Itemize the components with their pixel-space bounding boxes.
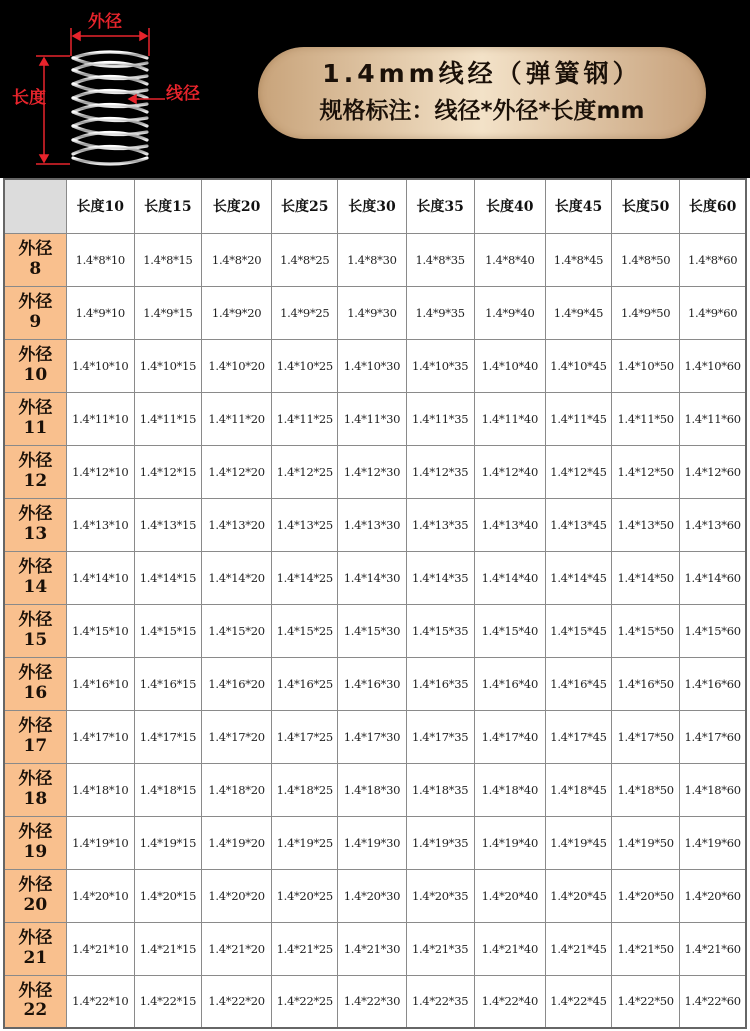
spec-cell: 1.4*22*15 (134, 975, 201, 1028)
spec-cell: 1.4*8*20 (202, 233, 272, 286)
spec-cell: 1.4*19*15 (134, 816, 201, 869)
table-row (4, 604, 746, 657)
spec-cell: 1.4*16*45 (545, 657, 611, 710)
spec-cell: 1.4*8*45 (545, 233, 611, 286)
spec-cell: 1.4*16*35 (406, 657, 474, 710)
spec-cell: 1.4*17*50 (612, 710, 680, 763)
spec-cell: 1.4*21*35 (406, 922, 474, 975)
table-header-row (4, 179, 746, 233)
row-header (4, 286, 66, 339)
spec-cell: 1.4*17*10 (66, 710, 134, 763)
table-row (4, 498, 746, 551)
spec-cell: 1.4*8*50 (612, 233, 680, 286)
table-row (4, 339, 746, 392)
spec-cell: 1.4*21*30 (338, 922, 406, 975)
spec-cell: 1.4*10*45 (545, 339, 611, 392)
spec-cell: 1.4*8*35 (406, 233, 474, 286)
column-header: 长度30 (338, 179, 406, 233)
spec-cell: 1.4*21*60 (680, 922, 746, 975)
table-row (4, 710, 746, 763)
spec-cell: 1.4*17*20 (202, 710, 272, 763)
length-label: 长度 (12, 88, 46, 108)
spec-cell: 1.4*15*40 (474, 604, 545, 657)
spec-cell: 1.4*12*20 (202, 445, 272, 498)
outer-diameter-label: 外径 (88, 12, 122, 32)
spec-cell: 1.4*17*60 (680, 710, 746, 763)
spec-cell: 1.4*22*60 (680, 975, 746, 1028)
spec-cell: 1.4*13*15 (134, 498, 201, 551)
spec-cell: 1.4*15*50 (612, 604, 680, 657)
spec-cell: 1.4*9*30 (338, 286, 406, 339)
spec-cell: 1.4*13*40 (474, 498, 545, 551)
column-header: 长度50 (612, 179, 680, 233)
spec-cell: 1.4*9*15 (134, 286, 201, 339)
row-header-value: 10 (23, 364, 48, 385)
spec-cell: 1.4*17*40 (474, 710, 545, 763)
spec-cell: 1.4*14*35 (406, 551, 474, 604)
spec-cell: 1.4*12*50 (612, 445, 680, 498)
wire-diameter-label: 线径 (166, 84, 200, 104)
row-header-label: 外径 (18, 556, 53, 577)
spec-cell: 1.4*22*50 (612, 975, 680, 1028)
spec-cell: 1.4*11*45 (545, 392, 611, 445)
row-header-label: 外径 (18, 291, 53, 312)
spec-cell: 1.4*18*35 (406, 763, 474, 816)
spec-cell: 1.4*15*30 (338, 604, 406, 657)
spring-coils (73, 52, 147, 164)
row-header-value: 8 (29, 258, 42, 279)
spec-cell: 1.4*8*60 (680, 233, 746, 286)
spec-cell: 1.4*10*60 (680, 339, 746, 392)
spec-cell: 1.4*14*60 (680, 551, 746, 604)
spec-cell: 1.4*9*35 (406, 286, 474, 339)
spec-cell: 1.4*16*50 (612, 657, 680, 710)
row-header (4, 233, 66, 286)
spec-cell: 1.4*10*50 (612, 339, 680, 392)
spec-cell: 1.4*15*10 (66, 604, 134, 657)
spec-cell: 1.4*19*35 (406, 816, 474, 869)
spec-cell: 1.4*20*10 (66, 869, 134, 922)
spec-cell: 1.4*17*30 (338, 710, 406, 763)
column-header: 长度45 (545, 179, 611, 233)
row-header (4, 816, 66, 869)
spec-cell: 1.4*11*30 (338, 392, 406, 445)
spec-cell: 1.4*22*40 (474, 975, 545, 1028)
spec-cell: 1.4*10*10 (66, 339, 134, 392)
spec-cell: 1.4*14*30 (338, 551, 406, 604)
spec-cell: 1.4*18*40 (474, 763, 545, 816)
spec-cell: 1.4*9*45 (545, 286, 611, 339)
spec-cell: 1.4*8*25 (272, 233, 338, 286)
spec-cell: 1.4*8*15 (134, 233, 201, 286)
row-header-label: 外径 (18, 768, 53, 789)
spec-cell: 1.4*13*50 (612, 498, 680, 551)
spec-table (3, 178, 747, 1029)
row-header (4, 710, 66, 763)
spec-cell: 1.4*20*25 (272, 869, 338, 922)
row-header (4, 657, 66, 710)
spec-cell: 1.4*21*45 (545, 922, 611, 975)
spec-cell: 1.4*21*25 (272, 922, 338, 975)
spec-cell: 1.4*19*45 (545, 816, 611, 869)
row-header-value: 18 (23, 788, 48, 809)
spec-cell: 1.4*16*15 (134, 657, 201, 710)
spec-cell: 1.4*11*10 (66, 392, 134, 445)
row-header-label: 外径 (18, 503, 53, 524)
spec-cell: 1.4*20*45 (545, 869, 611, 922)
spec-cell: 1.4*19*25 (272, 816, 338, 869)
spec-table-body (4, 233, 746, 1028)
row-header-label: 外径 (18, 715, 53, 736)
table-row (4, 869, 746, 922)
spec-cell: 1.4*18*25 (272, 763, 338, 816)
table-row (4, 286, 746, 339)
spec-cell: 1.4*14*25 (272, 551, 338, 604)
spec-cell: 1.4*16*30 (338, 657, 406, 710)
spec-cell: 1.4*17*45 (545, 710, 611, 763)
spec-cell: 1.4*18*45 (545, 763, 611, 816)
spec-cell: 1.4*22*45 (545, 975, 611, 1028)
row-header (4, 392, 66, 445)
spec-cell: 1.4*11*60 (680, 392, 746, 445)
table-row (4, 922, 746, 975)
column-header: 长度35 (406, 179, 474, 233)
spec-cell: 1.4*19*60 (680, 816, 746, 869)
spec-cell: 1.4*10*40 (474, 339, 545, 392)
row-header-label: 外径 (18, 450, 53, 471)
row-header-value: 19 (23, 841, 48, 862)
spec-cell: 1.4*16*60 (680, 657, 746, 710)
spec-cell: 1.4*22*25 (272, 975, 338, 1028)
row-header (4, 975, 66, 1028)
row-header-value: 15 (23, 629, 48, 650)
row-header-value: 16 (23, 682, 48, 703)
spec-cell: 1.4*15*20 (202, 604, 272, 657)
page-subtitle: 规格标注：线径*外径*长度mm (319, 98, 645, 124)
spec-cell: 1.4*15*60 (680, 604, 746, 657)
spec-cell: 1.4*10*35 (406, 339, 474, 392)
column-header: 长度10 (66, 179, 134, 233)
spec-cell: 1.4*13*10 (66, 498, 134, 551)
row-header-value: 14 (23, 576, 48, 597)
spec-cell: 1.4*16*20 (202, 657, 272, 710)
spec-cell: 1.4*18*15 (134, 763, 201, 816)
table-row (4, 445, 746, 498)
spec-cell: 1.4*19*30 (338, 816, 406, 869)
table-row (4, 763, 746, 816)
spec-cell: 1.4*16*10 (66, 657, 134, 710)
spec-cell: 1.4*15*25 (272, 604, 338, 657)
spec-cell: 1.4*13*45 (545, 498, 611, 551)
row-header-label: 外径 (18, 238, 53, 259)
spec-cell: 1.4*22*30 (338, 975, 406, 1028)
table-row (4, 816, 746, 869)
spec-cell: 1.4*19*50 (612, 816, 680, 869)
spec-cell: 1.4*11*25 (272, 392, 338, 445)
row-header-value: 20 (23, 894, 48, 915)
title-badge (258, 47, 706, 139)
spec-cell: 1.4*12*30 (338, 445, 406, 498)
spec-cell: 1.4*18*60 (680, 763, 746, 816)
spec-cell: 1.4*20*30 (338, 869, 406, 922)
spec-cell: 1.4*12*45 (545, 445, 611, 498)
row-header-label: 外径 (18, 344, 53, 365)
spec-cell: 1.4*18*50 (612, 763, 680, 816)
spec-cell: 1.4*21*40 (474, 922, 545, 975)
spec-cell: 1.4*14*20 (202, 551, 272, 604)
row-header (4, 922, 66, 975)
spec-cell: 1.4*14*50 (612, 551, 680, 604)
row-header (4, 498, 66, 551)
spec-cell: 1.4*21*50 (612, 922, 680, 975)
spec-cell: 1.4*20*40 (474, 869, 545, 922)
spec-cell: 1.4*12*35 (406, 445, 474, 498)
spec-cell: 1.4*8*10 (66, 233, 134, 286)
spec-cell: 1.4*9*50 (612, 286, 680, 339)
spec-cell: 1.4*13*25 (272, 498, 338, 551)
row-header-label: 外径 (18, 821, 53, 842)
spec-cell: 1.4*18*10 (66, 763, 134, 816)
row-header (4, 551, 66, 604)
spec-cell: 1.4*12*40 (474, 445, 545, 498)
spec-cell: 1.4*22*35 (406, 975, 474, 1028)
spec-cell: 1.4*11*20 (202, 392, 272, 445)
spec-cell: 1.4*19*10 (66, 816, 134, 869)
spec-cell: 1.4*12*60 (680, 445, 746, 498)
spec-cell: 1.4*18*20 (202, 763, 272, 816)
spec-cell: 1.4*21*20 (202, 922, 272, 975)
spec-cell: 1.4*16*40 (474, 657, 545, 710)
column-header: 长度25 (272, 179, 338, 233)
spec-cell: 1.4*13*35 (406, 498, 474, 551)
table-row (4, 233, 746, 286)
row-header-label: 外径 (18, 397, 53, 418)
spec-cell: 1.4*11*15 (134, 392, 201, 445)
row-header-value: 12 (23, 470, 48, 491)
spec-cell: 1.4*16*25 (272, 657, 338, 710)
table-row (4, 975, 746, 1028)
row-header (4, 869, 66, 922)
table-row (4, 392, 746, 445)
spec-cell: 1.4*19*40 (474, 816, 545, 869)
row-header-label: 外径 (18, 927, 53, 948)
row-header-value: 11 (23, 417, 48, 438)
spec-cell: 1.4*20*35 (406, 869, 474, 922)
spec-cell: 1.4*8*30 (338, 233, 406, 286)
spec-cell: 1.4*22*10 (66, 975, 134, 1028)
spec-cell: 1.4*13*20 (202, 498, 272, 551)
spec-cell: 1.4*17*15 (134, 710, 201, 763)
row-header-label: 外径 (18, 874, 53, 895)
row-header-label: 外径 (18, 609, 53, 630)
spec-cell: 1.4*12*10 (66, 445, 134, 498)
spec-cell: 1.4*17*35 (406, 710, 474, 763)
column-header: 长度15 (134, 179, 201, 233)
spec-cell: 1.4*14*10 (66, 551, 134, 604)
spec-cell: 1.4*11*35 (406, 392, 474, 445)
header-banner (0, 0, 750, 178)
spec-cell: 1.4*15*15 (134, 604, 201, 657)
spec-cell: 1.4*15*45 (545, 604, 611, 657)
row-header-value: 22 (23, 1000, 48, 1021)
spec-cell: 1.4*14*40 (474, 551, 545, 604)
spec-cell: 1.4*21*15 (134, 922, 201, 975)
spec-cell: 1.4*10*15 (134, 339, 201, 392)
spec-cell: 1.4*17*25 (272, 710, 338, 763)
spec-cell: 1.4*10*25 (272, 339, 338, 392)
spec-cell: 1.4*20*60 (680, 869, 746, 922)
row-header (4, 604, 66, 657)
row-header-value: 17 (23, 735, 48, 756)
spec-cell: 1.4*15*35 (406, 604, 474, 657)
spec-cell: 1.4*20*15 (134, 869, 201, 922)
page-title: 1.4mm线经（弹簧钢） (322, 59, 642, 88)
spec-cell: 1.4*14*45 (545, 551, 611, 604)
row-header (4, 763, 66, 816)
spec-cell: 1.4*13*30 (338, 498, 406, 551)
spec-cell: 1.4*14*15 (134, 551, 201, 604)
column-header: 长度40 (474, 179, 545, 233)
spec-cell: 1.4*10*30 (338, 339, 406, 392)
row-header-label: 外径 (18, 662, 53, 683)
row-header-value: 21 (23, 947, 48, 968)
row-header (4, 339, 66, 392)
row-header (4, 445, 66, 498)
table-row (4, 551, 746, 604)
spec-cell: 1.4*9*40 (474, 286, 545, 339)
spec-cell: 1.4*12*15 (134, 445, 201, 498)
column-header: 长度20 (202, 179, 272, 233)
spec-cell: 1.4*9*20 (202, 286, 272, 339)
spec-cell: 1.4*11*40 (474, 392, 545, 445)
spec-cell: 1.4*8*40 (474, 233, 545, 286)
spec-cell: 1.4*10*20 (202, 339, 272, 392)
spec-cell: 1.4*13*60 (680, 498, 746, 551)
spec-cell: 1.4*20*50 (612, 869, 680, 922)
row-header-value: 13 (23, 523, 48, 544)
spec-cell: 1.4*9*60 (680, 286, 746, 339)
spec-cell: 1.4*20*20 (202, 869, 272, 922)
column-header: 长度60 (680, 179, 746, 233)
table-corner-cell (4, 179, 66, 233)
spec-cell: 1.4*19*20 (202, 816, 272, 869)
spec-cell: 1.4*11*50 (612, 392, 680, 445)
spec-cell: 1.4*9*25 (272, 286, 338, 339)
spec-cell: 1.4*18*30 (338, 763, 406, 816)
spec-cell: 1.4*21*10 (66, 922, 134, 975)
row-header-label: 外径 (18, 980, 53, 1001)
spec-cell: 1.4*22*20 (202, 975, 272, 1028)
table-row (4, 657, 746, 710)
row-header-value: 9 (29, 311, 42, 332)
spec-cell: 1.4*12*25 (272, 445, 338, 498)
spec-cell: 1.4*9*10 (66, 286, 134, 339)
